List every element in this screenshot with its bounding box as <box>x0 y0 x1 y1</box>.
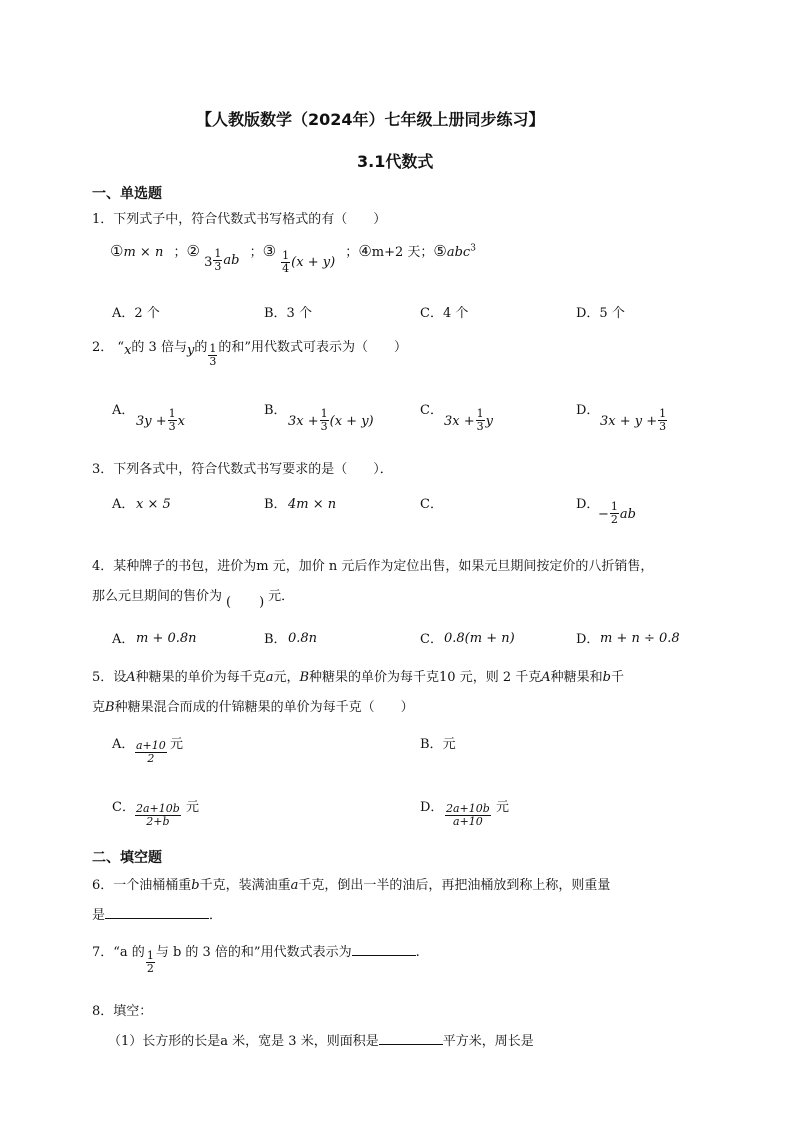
option-d-expr: 3x + y + $\frac{1}{3}$ <box>600 407 667 433</box>
expr-1: m × n <box>123 245 164 260</box>
fraction-one-third: $\frac{1}{3}$ <box>209 342 217 368</box>
answer-blank[interactable] <box>105 904 209 919</box>
option-a-unit: 元 <box>170 737 184 752</box>
option-d-expr: m + n ÷ 0.8 <box>600 631 680 646</box>
answer-blank[interactable] <box>379 1030 443 1045</box>
expr-3-tail: (x + y) <box>291 255 336 270</box>
option-a-expr: 3y + $\frac{1}{3}$ x <box>136 407 185 433</box>
expr-3-fraction: $\frac{1}{4}$ <box>282 249 290 275</box>
option-c-expr: 0.8(m + n) <box>444 631 515 646</box>
option-a[interactable]: A． <box>112 632 135 647</box>
item-3-marker: ③ <box>262 242 277 260</box>
question-5-line-2: 克B种糖果混合而成的什锦糖果的单价为每千克（ ） <box>92 700 414 715</box>
option-d-unit: 元 <box>496 800 510 815</box>
question-1-expressions <box>110 240 476 275</box>
expr-5-exponent: 3 <box>470 243 476 254</box>
separator: ； <box>173 245 187 260</box>
question-8-sub-1: （1）长方形的长是a 米，宽是 3 米，则面积是 平方米，周长是 <box>108 1030 534 1049</box>
option-a-expr: m + 0.8n <box>136 631 197 646</box>
fraction-one-half: $\frac{1}{2}$ <box>146 949 154 975</box>
option-c-unit: 元 <box>186 800 200 815</box>
option-a-expr: x × 5 <box>136 497 171 512</box>
question-8-stem: 8．填空： <box>92 1004 153 1019</box>
separator: ； <box>420 245 434 260</box>
option-d[interactable]: D． <box>576 497 600 512</box>
question-4-line-2: 那么元旦期间的售价为 ( ) 元． <box>92 589 295 610</box>
option-b[interactable]: B．元 <box>420 737 456 752</box>
question-5-line-1: 5．设A种糖果的单价为每千克a元，B种糖果的单价为每千克10 元，则 2 千克A种糖果和b千 <box>92 670 624 685</box>
expr-2-tail: ab <box>223 253 240 268</box>
question-6-line-1: 6．一个油桶桶重b千克，装满油重a千克，倒出一半的油后，再把油桶放到称上称，则重量 <box>92 878 611 893</box>
separator: ； <box>249 245 263 260</box>
option-d-expr: $\frac{2a+10b}{a+10}$ <box>446 802 490 828</box>
section-title-single-choice: 一、单选题 <box>92 186 162 202</box>
question-7: 7．“a 的 $\frac{1}{2}$ 与 b 的 3 倍的和”用代数式表示为 . <box>92 940 420 965</box>
option-c-expr: 3x + $\frac{1}{3}$ y <box>444 407 493 433</box>
question-2-stem: 2． “x的 3 倍与y的 $\frac{1}{3}$ 的和”用代数式可表示为（ ） <box>92 340 407 368</box>
option-b-expr: 0.8n <box>288 631 318 646</box>
answer-blank[interactable]: ( ) <box>226 595 265 610</box>
option-c[interactable]: C． <box>420 632 443 647</box>
option-b-expr: 4m × n <box>288 497 337 512</box>
question-1-stem: 1．下列式子中，符合代数式书写格式的有（ ） <box>92 212 387 227</box>
question-3-stem: 3．下列各式中，符合代数式书写要求的是（ ）． <box>92 462 393 477</box>
item-2-marker: ② <box>186 242 200 260</box>
option-c[interactable]: C．4 个 <box>420 306 469 321</box>
option-d[interactable]: D．5 个 <box>576 306 625 321</box>
option-b[interactable]: B．3 个 <box>264 306 312 321</box>
question-4-line-1: 4．某种牌子的书包，进价为m 元，加价 n 元后作为定位出售，如果元旦期间按定价的八折销售， <box>92 559 654 574</box>
option-d[interactable]: D． <box>576 632 600 647</box>
option-a[interactable]: A． <box>112 737 135 752</box>
option-c-expr: $\frac{2a+10b}{2+b}$ <box>136 802 180 828</box>
separator: ； <box>345 245 359 260</box>
item-1-marker: ① <box>110 242 124 260</box>
option-a[interactable]: A．2 个 <box>112 306 160 321</box>
option-c[interactable]: C． <box>420 497 443 512</box>
option-a[interactable]: A． <box>112 403 135 418</box>
option-d[interactable]: D． <box>576 403 600 418</box>
option-d[interactable]: D． <box>420 800 444 815</box>
option-c[interactable]: C． <box>112 800 135 815</box>
expr-5: abc <box>446 245 471 260</box>
option-a-expr: $\frac{a+10}{2}$ <box>136 739 166 765</box>
option-c[interactable]: C． <box>420 403 443 418</box>
option-d-expr: − $\frac{1}{2}$ ab <box>598 500 636 526</box>
answer-blank[interactable] <box>352 941 416 956</box>
option-b-expr: 3x + $\frac{1}{3}$ (x + y) <box>288 407 374 433</box>
option-b[interactable]: B． <box>264 632 287 647</box>
expr-2-whole: 3 <box>204 255 213 270</box>
item-4-marker: ④ <box>358 242 372 260</box>
option-b[interactable]: B． <box>264 497 287 512</box>
expr-2-fraction: $\frac{1}{3}$ <box>214 247 222 273</box>
question-6-line-2: 是 ． <box>92 904 222 923</box>
option-b[interactable]: B． <box>264 403 287 418</box>
page-title: 【人教版数学（2024年）七年级上册同步练习】 <box>196 110 545 129</box>
expr-4: m+2 天 <box>371 245 421 260</box>
item-5-marker: ⑤ <box>433 242 447 260</box>
section-heading: 3.1代数式 <box>357 152 434 171</box>
section-title-fill-in: 二、填空题 <box>92 850 162 866</box>
option-a[interactable]: A． <box>112 497 135 512</box>
